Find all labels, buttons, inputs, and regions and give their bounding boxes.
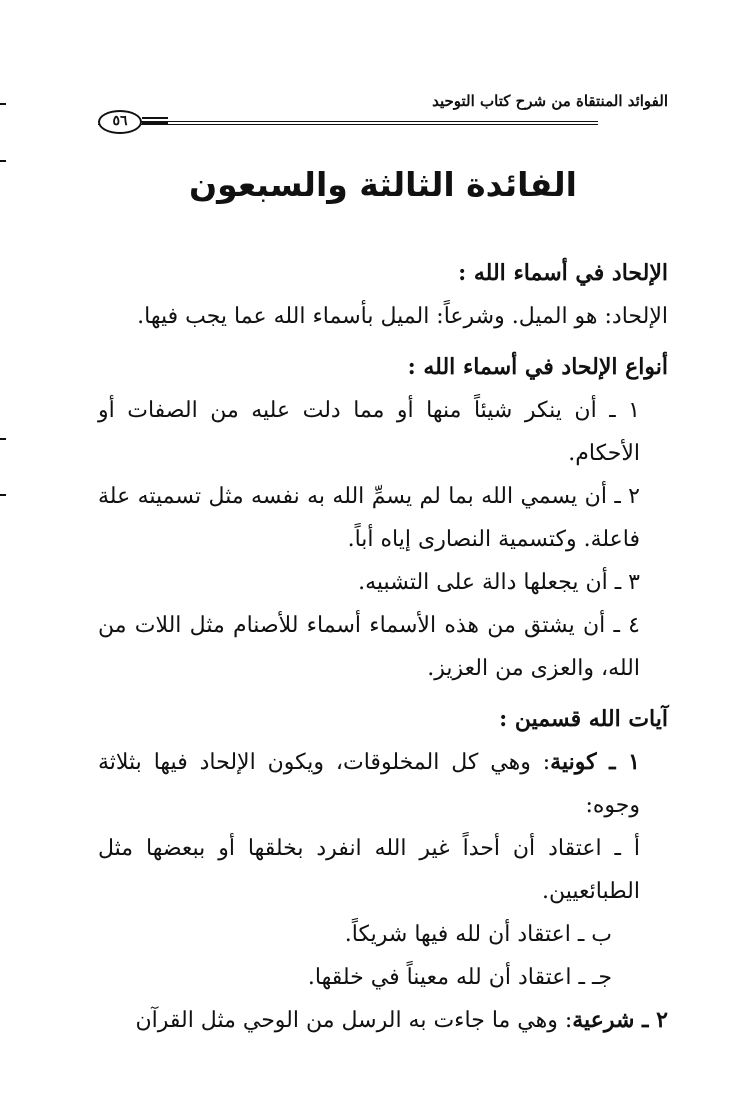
page-number: ٥٦ [98,110,142,134]
ayat-shariya [98,999,668,1042]
ilhad-type-1: ١ ـ أن ينكر شيئاً منها أو مما دلت عليه من الصفات أو الأحكام. [98,398,640,466]
shariya-label: ٢ ـ شرعية [572,1007,668,1033]
ayat-kawniya [98,741,668,827]
ilhad-type-2: ٢ ـ أن يسمي الله بما لم يسمِّ الله به نفسه مثل تسميته علة فاعلة. وكتسمية النصارى إياه أباً. [98,484,640,552]
section-heading-ayat: آيات الله قسمين : [499,706,668,732]
kawniya-label: ١ ـ كونية [550,749,640,775]
ilhad-type-4: ٤ ـ أن يشتق من هذه الأسماء أسماء للأصنام مثل اللات من الله، والعزى من العزيز. [98,613,640,681]
page-number-ornament [142,117,168,124]
margin-tick [0,160,6,162]
section-heading-types: أنواع الإلحاد في أسماء الله : [407,354,668,380]
page-body [98,252,668,1042]
shariya-text: : وهي ما جاءت به الرسل من الوحي مثل القرآن [135,1008,573,1033]
margin-tick [0,103,6,105]
margin-tick [0,438,6,440]
kawniya-item-b: ب ـ اعتقاد أن لله فيها شريكاً. [344,922,612,947]
kawniya-text: : وهي كل المخلوقات، ويكون الإلحاد فيها بثلاثة وجوه: [98,750,640,818]
chapter-title: الفائدة الثالثة والسبعون [189,165,577,204]
ilhad-definition: الإلحاد: هو الميل. وشرعاً: الميل بأسماء الله عما يجب فيها. [137,304,668,329]
kawniya-item-a: أ ـ اعتقاد أن أحداً غير الله انفرد بخلقها أو ببعضها مثل الطبائعيين. [98,836,640,904]
kawniya-item-c: جـ ـ اعتقاد أن لله معيناً في خلقها. [307,965,612,990]
running-header [98,92,668,142]
margin-tick [0,494,6,496]
ilhad-type-3: ٣ ـ أن يجعلها دالة على التشبيه. [358,570,640,595]
header-rule [98,121,598,125]
book-title: الفوائد المنتقاة من شرح كتاب التوحيد [432,92,668,110]
section-heading-ilhad: الإلحاد في أسماء الله : [458,260,668,286]
